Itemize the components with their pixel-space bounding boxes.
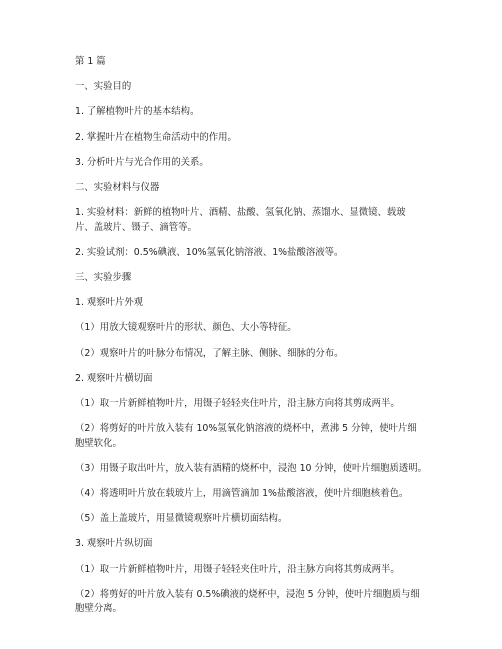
step-heading-2: 2. 观察叶片横切面 xyxy=(75,372,153,384)
step-1-sub-2: （2）观察叶片的叶脉分布情况，了解主脉、侧脉、细脉的分布。 xyxy=(75,347,344,359)
section-heading-materials: 二、实验材料与仪器 xyxy=(75,182,160,194)
step-2-sub-4: （4）将透明叶片放在载玻片上，用滴管滴加 1%盐酸溶液，使叶片细胞核着色。 xyxy=(75,488,409,500)
document-body xyxy=(75,55,440,627)
step-heading-3: 3. 观察叶片纵切面 xyxy=(75,538,153,550)
objective-item-2: 2. 掌握叶片在植物生命活动中的作用。 xyxy=(75,131,237,143)
materials-item-1-line-1: 1. 实验材料：新鲜的植物叶片、酒精、盐酸、氢氧化钠、蒸馏水、显微镜、载玻 xyxy=(75,207,406,219)
step-2-sub-3: （3）用镊子取出叶片，放入装有酒精的烧杯中，浸泡 10 分钟，使叶片细胞质透明。 xyxy=(75,462,427,474)
step-3-sub-2-line-2: 胞壁分离。 xyxy=(75,603,122,615)
materials-item-1 xyxy=(75,206,440,235)
materials-item-1-line-2: 片、盖玻片、镊子、滴管等。 xyxy=(75,221,197,233)
step-3-sub-2-line-1: （2）将剪好的叶片放入装有 0.5%碘液的烧杯中，浸泡 5 分钟，使叶片细胞质与细 xyxy=(75,588,420,600)
step-3-sub-2 xyxy=(75,588,440,617)
step-3-sub-1: （1）取一片新鲜植物叶片，用镊子轻轻夹住叶片，沿主脉方向将其剪成两半。 xyxy=(75,563,400,575)
step-2-sub-2 xyxy=(75,422,440,451)
document-title: 第 1 篇 xyxy=(75,56,106,67)
step-2-sub-1: （1）取一片新鲜植物叶片，用镊子轻轻夹住叶片，沿主脉方向将其剪成两半。 xyxy=(75,398,400,410)
section-heading-objectives: 一、实验目的 xyxy=(75,81,132,93)
step-2-sub-2-line-2: 胞壁软化。 xyxy=(75,437,122,449)
step-heading-1: 1. 观察叶片外观 xyxy=(75,297,144,309)
materials-item-2: 2. 实验试剂：0.5%碘液、10%氢氧化钠溶液、1%盐酸溶液等。 xyxy=(75,246,344,258)
step-2-sub-5: （5）盖上盖玻片，用显微镜观察叶片横切面结构。 xyxy=(75,513,288,525)
step-1-sub-1: （1）用放大镜观察叶片的形状、颜色、大小等特征。 xyxy=(75,322,297,334)
step-2-sub-2-line-1: （2）将剪好的叶片放入装有 10%氢氧化钠溶液的烧杯中，煮沸 5 分钟，使叶片细 xyxy=(75,423,417,435)
section-heading-steps: 三、实验步骤 xyxy=(75,272,132,284)
objective-item-3: 3. 分析叶片与光合作用的关系。 xyxy=(75,156,209,168)
objective-item-1: 1. 了解植物叶片的基本结构。 xyxy=(75,106,200,118)
